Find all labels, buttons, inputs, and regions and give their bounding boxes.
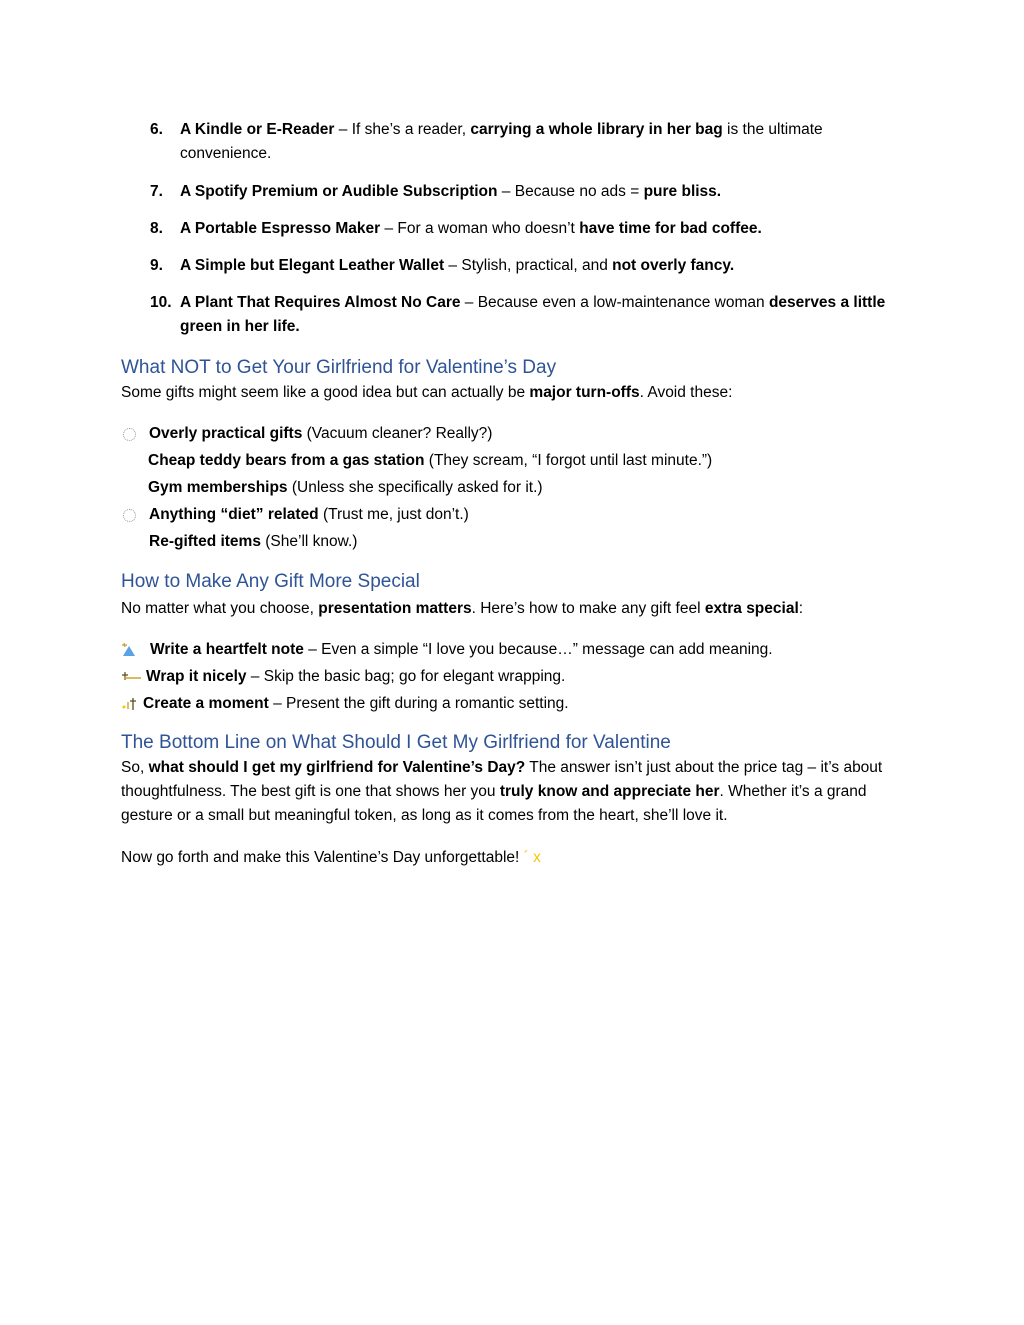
section-paragraph — [121, 756, 901, 828]
item-dash: – — [497, 183, 515, 200]
paragraph-highlight: what should I get my girlfriend for Valentine’s Day? — [148, 759, 526, 776]
list-item — [121, 449, 896, 476]
section-heading-bottom-line: The Bottom Line on What Should I Get My Girlfriend for Valentine — [121, 732, 671, 753]
closing-line — [121, 846, 896, 870]
item-text: (Vacuum cleaner? Really?) — [302, 425, 493, 442]
item-dash: – — [460, 294, 478, 311]
item-title: A Plant That Requires Almost No Care — [180, 294, 461, 311]
list-item — [150, 118, 910, 166]
item-title: Gym memberships — [148, 479, 288, 496]
item-highlight: have time for bad coffee. — [579, 220, 762, 237]
item-title: Anything “diet” related — [149, 506, 319, 523]
list-number: 10. — [150, 294, 172, 311]
list-item — [121, 665, 896, 692]
list-item — [150, 254, 910, 278]
item-title: A Portable Espresso Maker — [180, 220, 381, 237]
section-heading-make-special: How to Make Any Gift More Special — [121, 571, 420, 592]
list-item — [121, 503, 896, 530]
list-number: 8. — [150, 220, 163, 237]
intro-text: : — [798, 600, 804, 617]
item-dash: – — [334, 121, 352, 138]
item-text: Stylish, practical, and — [461, 257, 613, 274]
ribbon-emoji-icon — [121, 669, 137, 685]
item-text: For a woman who doesn’t — [397, 220, 580, 237]
item-text: – Skip the basic bag; go for elegant wrapping. — [246, 668, 566, 685]
section-intro — [121, 381, 896, 405]
paragraph-text: . Whether it’s a grand gesture or a small but meaningful token, as long as it comes from the heart, she’ll love it. — [121, 783, 867, 824]
item-text: (Trust me, just don’t.) — [318, 506, 469, 523]
item-title: Write a heartfelt note — [150, 641, 304, 658]
list-item — [121, 530, 896, 557]
intro-text: . Here’s how to make any gift feel — [471, 600, 705, 617]
list-item — [121, 476, 896, 503]
paragraph-text: The answer isn’t just about the price tag – it’s about thoughtfulness. The best gift is one that shows her you — [121, 759, 883, 800]
paragraph-text: So, — [121, 759, 149, 776]
item-title: A Kindle or E-Reader — [180, 121, 335, 138]
item-highlight: deserves a little green in her life. — [180, 294, 886, 335]
item-text: If she’s a reader, — [351, 121, 471, 138]
avoid-list — [121, 422, 896, 557]
item-text: (Unless she specifically asked for it.) — [287, 479, 543, 496]
intro-highlight: extra special — [704, 600, 799, 617]
note-emoji-icon — [121, 642, 137, 658]
item-title: Cheap teddy bears from a gas station — [148, 452, 425, 469]
list-item — [150, 180, 910, 204]
list-number: 7. — [150, 183, 163, 200]
sparkle-glyph-icon: ´ x — [523, 849, 541, 866]
intro-text: . Avoid these: — [639, 384, 733, 401]
item-title: A Spotify Premium or Audible Subscription — [180, 183, 498, 200]
item-title: A Simple but Elegant Leather Wallet — [180, 257, 445, 274]
list-number: 9. — [150, 257, 163, 274]
intro-highlight: presentation matters — [318, 600, 472, 617]
list-item — [121, 692, 896, 719]
item-highlight: carrying a whole library in her bag — [470, 121, 723, 138]
item-highlight: not overly fancy. — [612, 257, 735, 274]
item-text: (They scream, “I forgot until last minute.”) — [424, 452, 713, 469]
item-text: is the ultimate convenience. — [180, 121, 823, 162]
list-item — [150, 217, 910, 241]
tips-list — [121, 638, 896, 719]
item-text: Because even a low-maintenance woman — [477, 294, 769, 311]
section-intro — [121, 597, 896, 621]
item-title: Re-gifted items — [149, 533, 261, 550]
item-dash: – — [444, 257, 462, 274]
intro-highlight: major turn-offs — [529, 384, 640, 401]
section-heading-what-not: What NOT to Get Your Girlfriend for Valentine’s Day — [121, 357, 557, 378]
gift-list — [150, 118, 910, 339]
list-item — [150, 291, 910, 339]
list-item — [121, 422, 896, 449]
candle-emoji-icon — [121, 696, 137, 712]
intro-text: No matter what you choose, — [121, 600, 319, 617]
item-text: – Present the gift during a romantic setting. — [268, 695, 569, 712]
item-text: (She’ll know.) — [260, 533, 358, 550]
closing-text: Now go forth and make this Valentine’s Day unforgettable! — [121, 849, 520, 866]
paragraph-highlight: truly know and appreciate her — [499, 783, 720, 800]
dotted-circle-icon — [121, 426, 137, 442]
intro-text: Some gifts might seem like a good idea but can actually be — [121, 384, 530, 401]
item-dash: – — [380, 220, 398, 237]
item-title: Create a moment — [143, 695, 269, 712]
list-item — [121, 638, 896, 665]
item-highlight: pure bliss. — [643, 183, 722, 200]
item-text: – Even a simple “I love you because…” message can add meaning. — [303, 641, 773, 658]
item-title: Overly practical gifts — [149, 425, 303, 442]
dotted-circle-icon — [121, 507, 137, 523]
list-number: 6. — [150, 121, 163, 138]
item-text: Because no ads = — [514, 183, 644, 200]
item-title: Wrap it nicely — [146, 668, 247, 685]
